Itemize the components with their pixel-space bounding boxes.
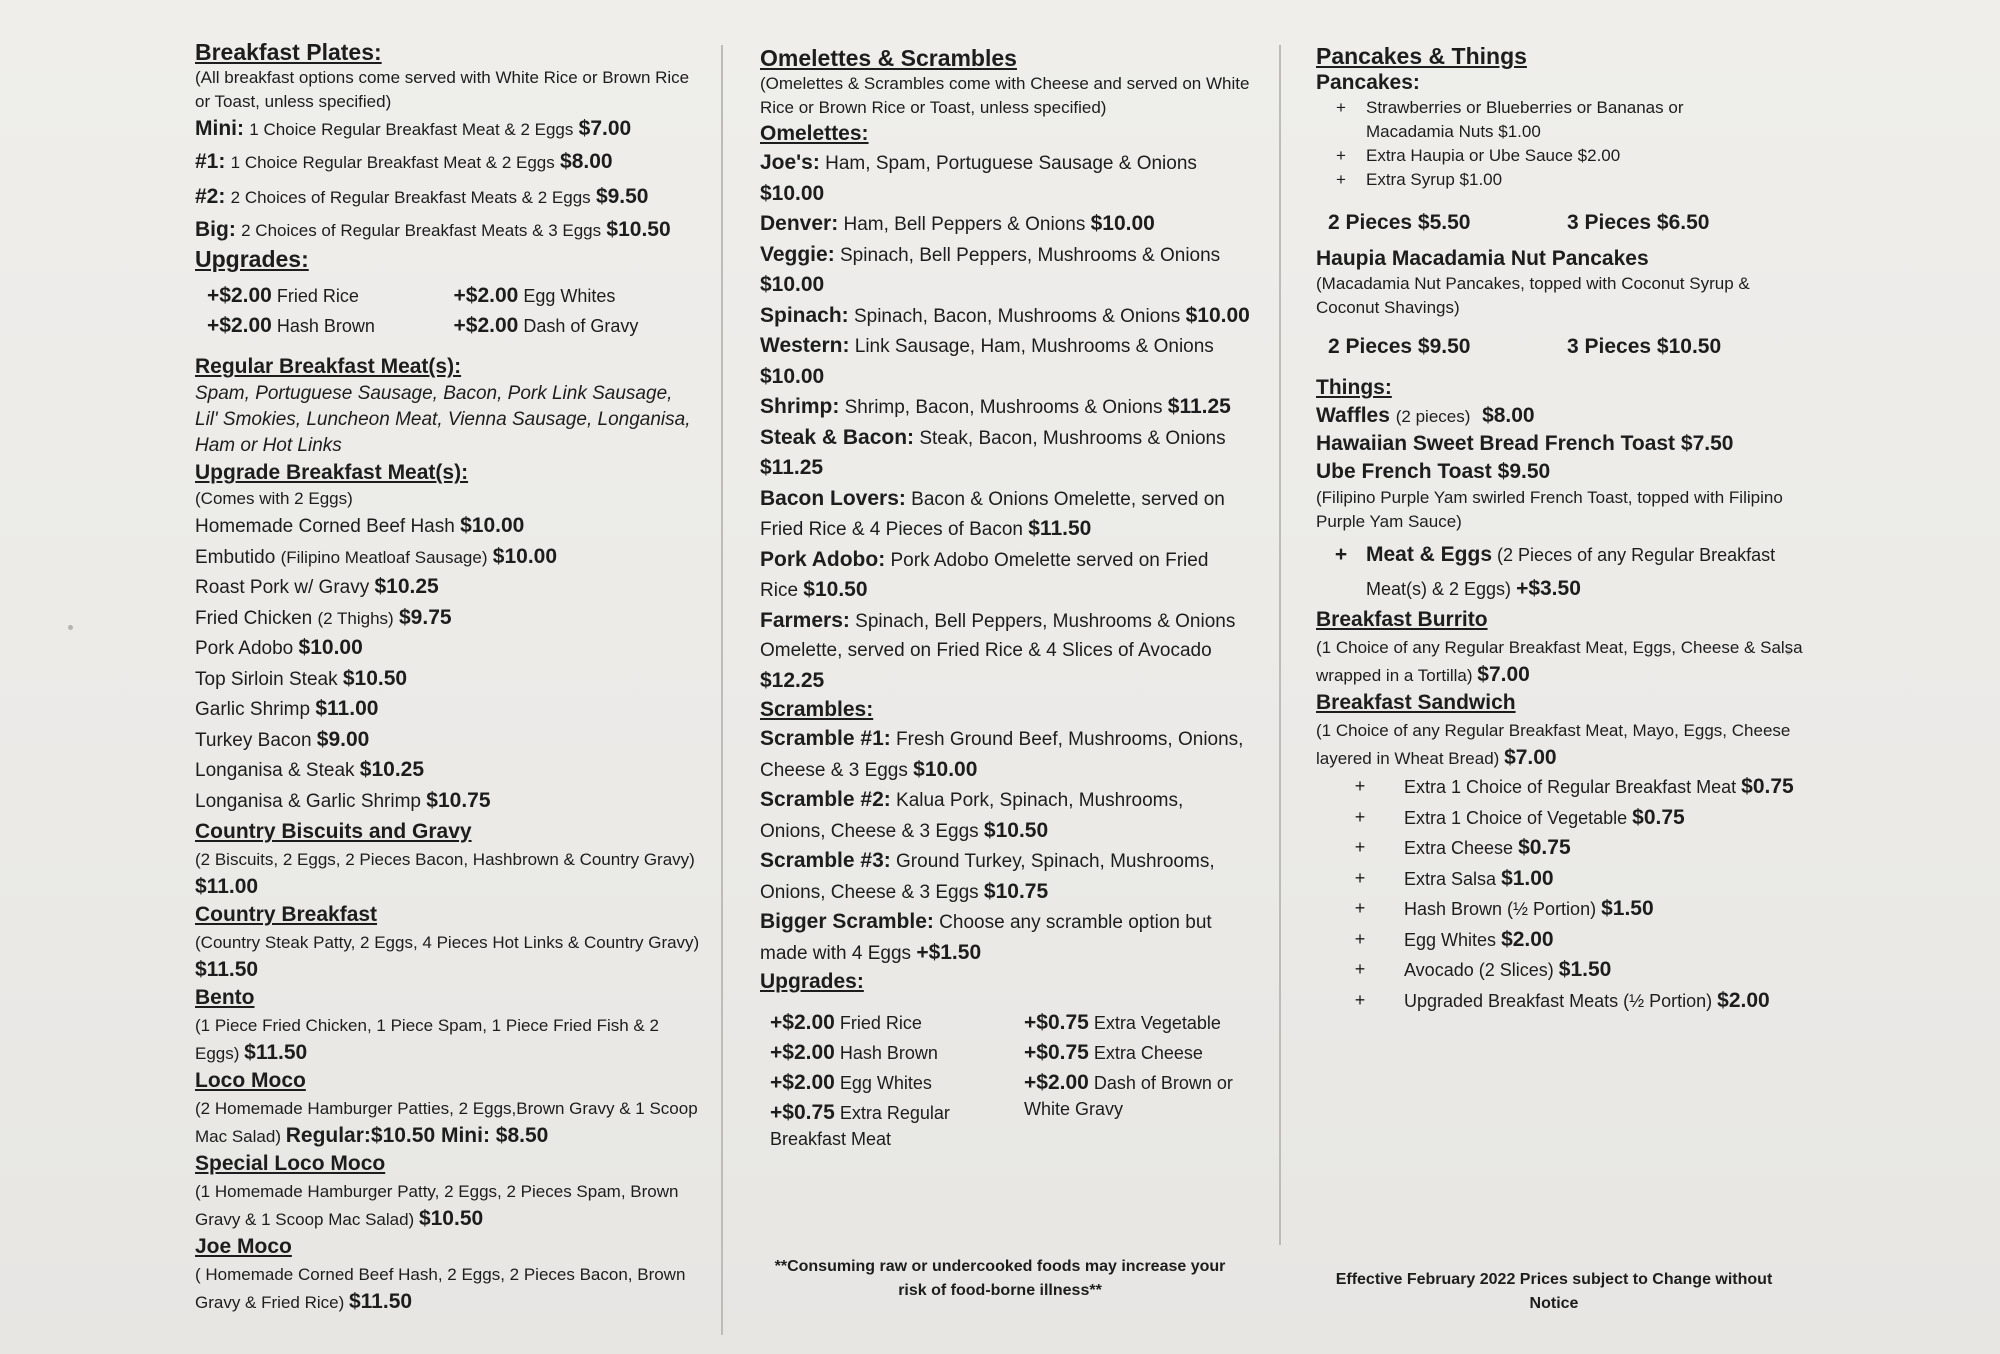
column-omelettes: [760, 38, 1250, 1152]
section-note: (Omelettes & Scrambles come with Cheese and served on White Rice or Brown Rice or Toast, unless specified): [760, 74, 1250, 117]
menu-item: Hawaiian Sweet Bread French Toast $7.50: [1316, 432, 1734, 455]
extra-item: + Avocado (2 Slices) $1.50: [1354, 958, 1612, 981]
extra-item: + Hash Brown (½ Portion) $1.50: [1354, 897, 1654, 920]
special-desc: (2 Homemade Hamburger Patties, 2 Eggs,Brown Gravy & 1 Scoop Mac Salad) Regular:$10.50 Mini: $8.50: [195, 1099, 698, 1147]
menu-item: Shrimp: Shrimp, Bacon, Mushrooms & Onions $11.25: [760, 395, 1231, 418]
menu-item: Veggie: Spinach, Bell Peppers, Mushrooms & Onions $10.00: [760, 242, 1221, 296]
extra-item: + Egg Whites $2.00: [1354, 927, 1554, 951]
menu-item: Ube French Toast $9.50: [1316, 460, 1551, 483]
menu-item: Scramble #2: Kalua Pork, Spinach, Mushrooms, Onions, Cheese & 3 Eggs $10.50: [760, 788, 1184, 842]
menu-item: Farmers: Spinach, Bell Peppers, Mushrooms & Onions Omelette, served on Fried Rice & 4 Slices of Avocado $12.25: [760, 608, 1236, 692]
menu-item: Embutido (Filipino Meatloaf Sausage) $10.00: [195, 544, 558, 568]
effective-date-note: Effective February 2022 Prices subject to Change without Notice: [1335, 1271, 1773, 1312]
special-desc: (1 Homemade Hamburger Patty, 2 Eggs, 2 Pieces Spam, Brown Gravy & 1 Scoop Mac Salad) $10.50: [195, 1182, 679, 1230]
special-desc: (Country Steak Patty, 2 Eggs, 4 Pieces Hot Links & Country Gravy) $11.50: [195, 933, 700, 981]
special-title: Loco Moco: [195, 1069, 306, 1092]
scramble-list: [760, 724, 1250, 968]
special-desc: (2 Biscuits, 2 Eggs, 2 Pieces Bacon, Hashbrown & Country Gravy) $11.00: [195, 850, 695, 898]
section-title: Pancakes & Things: [1316, 43, 1527, 69]
menu-item: Homemade Corned Beef Hash $10.00: [195, 514, 525, 537]
menu-item: Top Sirloin Steak $10.50: [195, 666, 408, 690]
health-warning: **Consuming raw or undercooked foods may increase your risk of food-borne illness**: [774, 1258, 1226, 1299]
special-title: Country Biscuits and Gravy: [195, 820, 472, 843]
section-title: Upgrades:: [195, 246, 309, 272]
special-title: Joe Moco: [195, 1235, 292, 1258]
extras-list: [1316, 772, 1806, 1016]
column-divider-right: [1279, 45, 1281, 1245]
section-title: Scrambles:: [760, 698, 874, 721]
meat-eggs-item: + Meat & Eggs (2 Pieces of any Regular Breakfast Meat(s) & 2 Eggs) +$3.50: [1334, 543, 1776, 600]
menu-item: Spinach: Spinach, Bacon, Mushrooms & Onions $10.00: [760, 303, 1250, 327]
menu-item: Waffles (2 pieces) $8.00: [1316, 404, 1535, 427]
menu-item: Turkey Bacon $9.00: [195, 727, 370, 751]
menu-item: Denver: Ham, Bell Peppers & Onions $10.00: [760, 212, 1155, 235]
menu-item: Scramble #3: Ground Turkey, Spinach, Mushrooms, Onions, Cheese & 3 Eggs $10.75: [760, 849, 1215, 903]
menu-item: Western: Link Sausage, Ham, Mushrooms & Onions $10.00: [760, 334, 1214, 388]
section-title: Omelettes & Scrambles: [760, 45, 1017, 71]
extra-item: + Extra Salsa $1.00: [1354, 866, 1554, 890]
menu-item: Bacon Lovers: Bacon & Onions Omelette, served on Fried Rice & 4 Pieces of Bacon $11.50: [760, 486, 1225, 540]
addon-item: + Extra Syrup $1.00: [1336, 170, 1503, 189]
section-title: Breakfast Plates:: [195, 39, 382, 65]
special-list: [195, 818, 700, 1316]
menu-item: Garlic Shrimp $11.00: [195, 697, 379, 720]
extra-item: + Upgraded Breakfast Meats (½ Portion) $2.00: [1354, 988, 1770, 1012]
menu-item: Pork Adobo: Pork Adobo Omelette served on Fried Rice $10.50: [760, 547, 1209, 601]
haupia-note: (Macadamia Nut Pancakes, topped with Coconut Syrup & Coconut Shavings): [1316, 274, 1750, 317]
section-title: Upgrades:: [760, 970, 864, 993]
menu-item: #1: 1 Choice Regular Breakfast Meat & 2 Eggs $8.00: [195, 149, 613, 173]
menu-item: Bigger Scramble: Choose any scramble option but made with 4 Eggs +$1.50: [760, 910, 1212, 964]
menu-item: Scramble #1: Fresh Ground Beef, Mushrooms, Onions, Cheese & 3 Eggs $10.00: [760, 727, 1244, 781]
pancakes-title: Pancakes:: [1316, 71, 1420, 94]
special-title: Country Breakfast: [195, 903, 378, 926]
addon-item: + Strawberries or Blueberries or Bananas or Macadamia Nuts $1.00: [1336, 98, 1684, 141]
section-title: Omelettes:: [760, 122, 869, 145]
ube-note: (Filipino Purple Yam swirled French Toast, topped with Filipino Purple Yam Sauce): [1316, 488, 1783, 531]
upgrades-grid: +$2.00 Fried Rice +$2.00 Hash Brown +$2.00 Egg Whites +$0.75 Extra Regular Breakfast Meat +$0.75 Extra Vegetable +$0.75 Extra Cheese +$2.00 Dash of Brown or White Gravy: [770, 1011, 1233, 1149]
omelette-list: [760, 148, 1250, 696]
menu-item: Roast Pork w/ Gravy $10.25: [195, 575, 439, 598]
menu-item: Fried Chicken (2 Thighs) $9.75: [195, 605, 452, 629]
section-title: Things:: [1316, 376, 1392, 399]
column-divider-left: [721, 45, 723, 1335]
pancake-prices: 2 Pieces $5.50 3 Pieces $6.50: [1328, 211, 1710, 234]
column-pancakes: [1316, 38, 1806, 1016]
section-note: (All breakfast options come served with White Rice or Brown Rice or Toast, unless specified): [195, 68, 690, 111]
special-desc: ( Homemade Corned Beef Hash, 2 Eggs, 2 Pieces Bacon, Brown Gravy & Fried Rice) $11.50: [195, 1265, 686, 1313]
menu-item: Longanisa & Steak $10.25: [195, 758, 425, 781]
special-title: Bento: [195, 986, 255, 1009]
haupia-title: Haupia Macadamia Nut Pancakes: [1316, 247, 1649, 270]
section-title: Breakfast Burrito: [1316, 608, 1488, 631]
upgrades-grid: +$2.00 Fried Rice +$2.00 Egg Whites +$2.00 Hash Brown +$2.00 Dash of Gravy: [207, 284, 639, 337]
menu-item: Joe's: Ham, Spam, Portuguese Sausage & Onions $10.00: [760, 151, 1197, 205]
menu-item: Mini: 1 Choice Regular Breakfast Meat & 2 Eggs $7.00: [195, 117, 632, 140]
menu-item: #2: 2 Choices of Regular Breakfast Meats & 2 Eggs $9.50: [195, 184, 649, 208]
extra-item: + Extra 1 Choice of Vegetable $0.75: [1354, 805, 1685, 829]
column-breakfast-plates: [195, 38, 700, 1316]
upgrade-meat-list: [195, 511, 700, 816]
menu-item: Pork Adobo $10.00: [195, 636, 363, 659]
section-title: Regular Breakfast Meat(s):: [195, 355, 462, 378]
menu-item: Big: 2 Choices of Regular Breakfast Meats & 3 Eggs $10.50: [195, 217, 671, 241]
paper-mark: [68, 625, 73, 630]
burrito-desc: (1 Choice of any Regular Breakfast Meat, Eggs, Cheese & Salsa wrapped in a Tortilla) $7.00: [1316, 638, 1803, 686]
section-title: Upgrade Breakfast Meat(s):: [195, 461, 469, 484]
sandwich-desc: (1 Choice of any Regular Breakfast Meat, Mayo, Eggs, Cheese layered in Wheat Bread) $7.00: [1316, 721, 1791, 769]
special-title: Special Loco Moco: [195, 1152, 386, 1175]
addon-item: + Extra Haupia or Ube Sauce $2.00: [1336, 146, 1621, 165]
menu-item: Steak & Bacon: Steak, Bacon, Mushrooms & Onions $11.25: [760, 425, 1226, 479]
meat-list: Spam, Portuguese Sausage, Bacon, Pork Link Sausage, Lil' Smokies, Luncheon Meat, Vienna Sausage, Longanisa, Ham or Hot Links: [195, 383, 691, 456]
extra-item: + Extra 1 Choice of Regular Breakfast Meat $0.75: [1354, 775, 1794, 798]
pancake-addons: [1316, 96, 1806, 192]
extra-item: + Extra Cheese $0.75: [1354, 836, 1571, 859]
special-desc: (1 Piece Fried Chicken, 1 Piece Spam, 1 Piece Fried Fish & 2 Eggs) $11.50: [195, 1016, 659, 1064]
menu-item: Longanisa & Garlic Shrimp $10.75: [195, 788, 491, 812]
section-note: (Comes with 2 Eggs): [195, 489, 353, 508]
haupia-prices: 2 Pieces $9.50 3 Pieces $10.50: [1328, 335, 1722, 358]
section-title: Breakfast Sandwich: [1316, 691, 1516, 714]
